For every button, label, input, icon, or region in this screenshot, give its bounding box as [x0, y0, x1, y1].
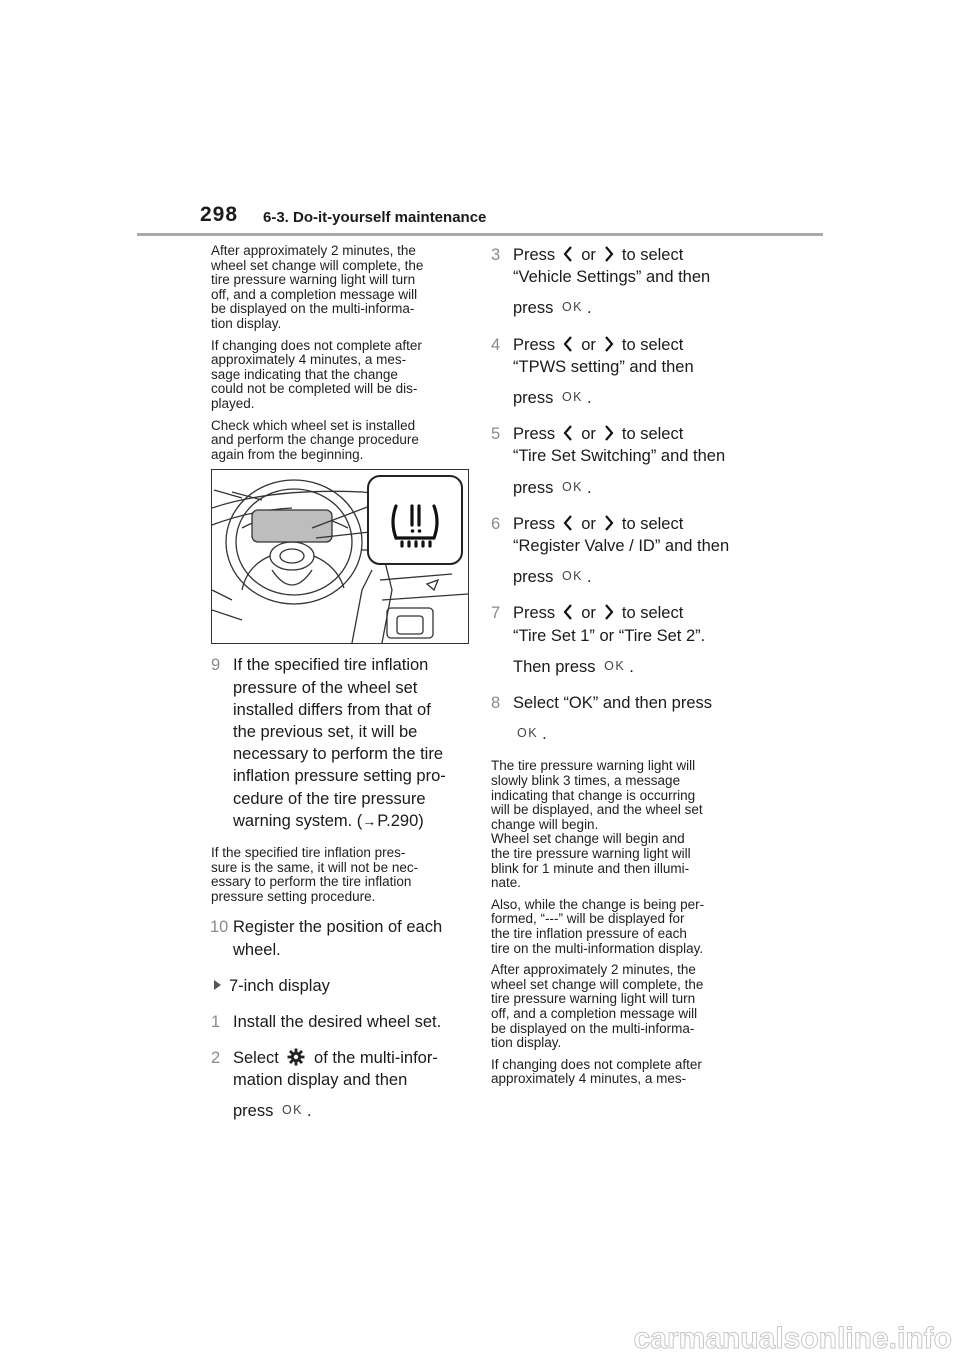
- chevron-right-icon: [604, 245, 614, 263]
- chevron-left-icon: [563, 603, 573, 621]
- note-check: Check which wheel set is installed and perform the change procedure again from the beginning.: [211, 417, 419, 462]
- ok-button-glyph: OK: [561, 569, 584, 584]
- chevron-left-icon: [563, 424, 573, 442]
- ok-button-glyph: OK: [561, 390, 584, 405]
- note-failure-right: If changing does not complete after approximately 4 minutes, a mes-: [491, 1056, 702, 1087]
- ok-button-glyph: OK: [561, 479, 584, 494]
- ok-button-glyph: OK: [604, 658, 626, 673]
- page-header: [0, 0, 960, 240]
- note-blink: The tire pressure warning light will slowly blink 3 times, a message indicating that change is occurring will be displayed, and the wheel set change will begin. Wheel set change will begin and the tire pressure warning light will blink for 1 minute and then illumi- nate.: [491, 758, 703, 891]
- chevron-left-icon: [563, 245, 573, 263]
- step-7: 7 Press or to select “Tire Set 1” or “Tire Set 2”. Then press OK .: [491, 604, 706, 676]
- page-reference-link[interactable]: P.290): [377, 811, 424, 830]
- note-dashes: Also, while the change is being per- formed, “---” will be displayed for the tire inflation pressure of each tire on the multi-information display.: [491, 896, 705, 956]
- step-1: 1 Install the desired wheel set.: [211, 1012, 442, 1031]
- ok-button-glyph: OK: [517, 726, 539, 741]
- dashboard-drawing: [212, 470, 468, 643]
- left-column: [211, 244, 469, 1137]
- section-title: 6-3. Do-it-yourself maintenance: [263, 209, 487, 226]
- bullet-7-inch-display: 7-inch display: [211, 975, 469, 997]
- bullet-triangle-icon: [214, 980, 221, 990]
- chevron-right-icon: [604, 514, 614, 532]
- ok-button-glyph: OK: [561, 300, 584, 315]
- dashboard-illustration: [211, 469, 469, 644]
- chevron-right-icon: [604, 424, 614, 442]
- chevron-left-icon: [563, 514, 573, 532]
- note-same-pressure: If the specified tire inflation pres- sure is the same, it will not be nec- essary to perform the tire inflation pressure setting procedure.: [211, 844, 419, 904]
- chevron-right-icon: [604, 335, 614, 353]
- watermark: [0, 1318, 960, 1358]
- step-9: 9 If the specified tire inflation pressure of the wheel set installed differs from that of the previous set, it will be necessary to perform the tire inflation pressure setting pro- cedure of the tire pressure warning system. (→P.290): [211, 654, 469, 832]
- note-completion: After approximately 2 minutes, the wheel set change will complete, the tire pressure warning light will turn off, and a completion message will be displayed on the multi-informa- tion display.: [211, 243, 424, 331]
- page-number: 298: [200, 203, 239, 226]
- step-5: 5 Press or to select “Tire Set Switching” and then press OK .: [491, 425, 726, 497]
- step-3: 3 Press or to select “Vehicle Settings” and then press OK .: [491, 246, 711, 318]
- right-column: [491, 244, 751, 1094]
- step-4: 4 Press or to select “TPWS setting” and then press OK .: [491, 335, 694, 408]
- step-10: 10 Register the position of each wheel.: [210, 918, 443, 959]
- ok-button-glyph: OK: [281, 1103, 304, 1118]
- step-6: 6 Press or to select “Register Valve / ID” and then press OK .: [491, 514, 730, 587]
- chevron-left-icon: [563, 335, 573, 353]
- reference-arrow-icon: →: [362, 812, 377, 829]
- gear-icon: [287, 1048, 305, 1066]
- step-8: 8 Select “OK” and then press OK .: [491, 694, 713, 744]
- header-rule: [137, 233, 823, 236]
- chevron-right-icon: [604, 603, 614, 621]
- step-2: 2 Select of the multi-infor- mation display and then press OK .: [211, 1048, 438, 1121]
- note-completion-right: After approximately 2 minutes, the wheel set change will complete, the tire pressure warning light will turn off, and a completion message will be displayed on the multi-informa- tion display.: [491, 962, 704, 1051]
- note-failure: If changing does not complete after approximately 4 minutes, a mes- sage indicating that the change could not be completed will be dis- played.: [211, 337, 422, 411]
- svg-text:carmanualsonline.info: carmanualsonline.info: [633, 1322, 952, 1355]
